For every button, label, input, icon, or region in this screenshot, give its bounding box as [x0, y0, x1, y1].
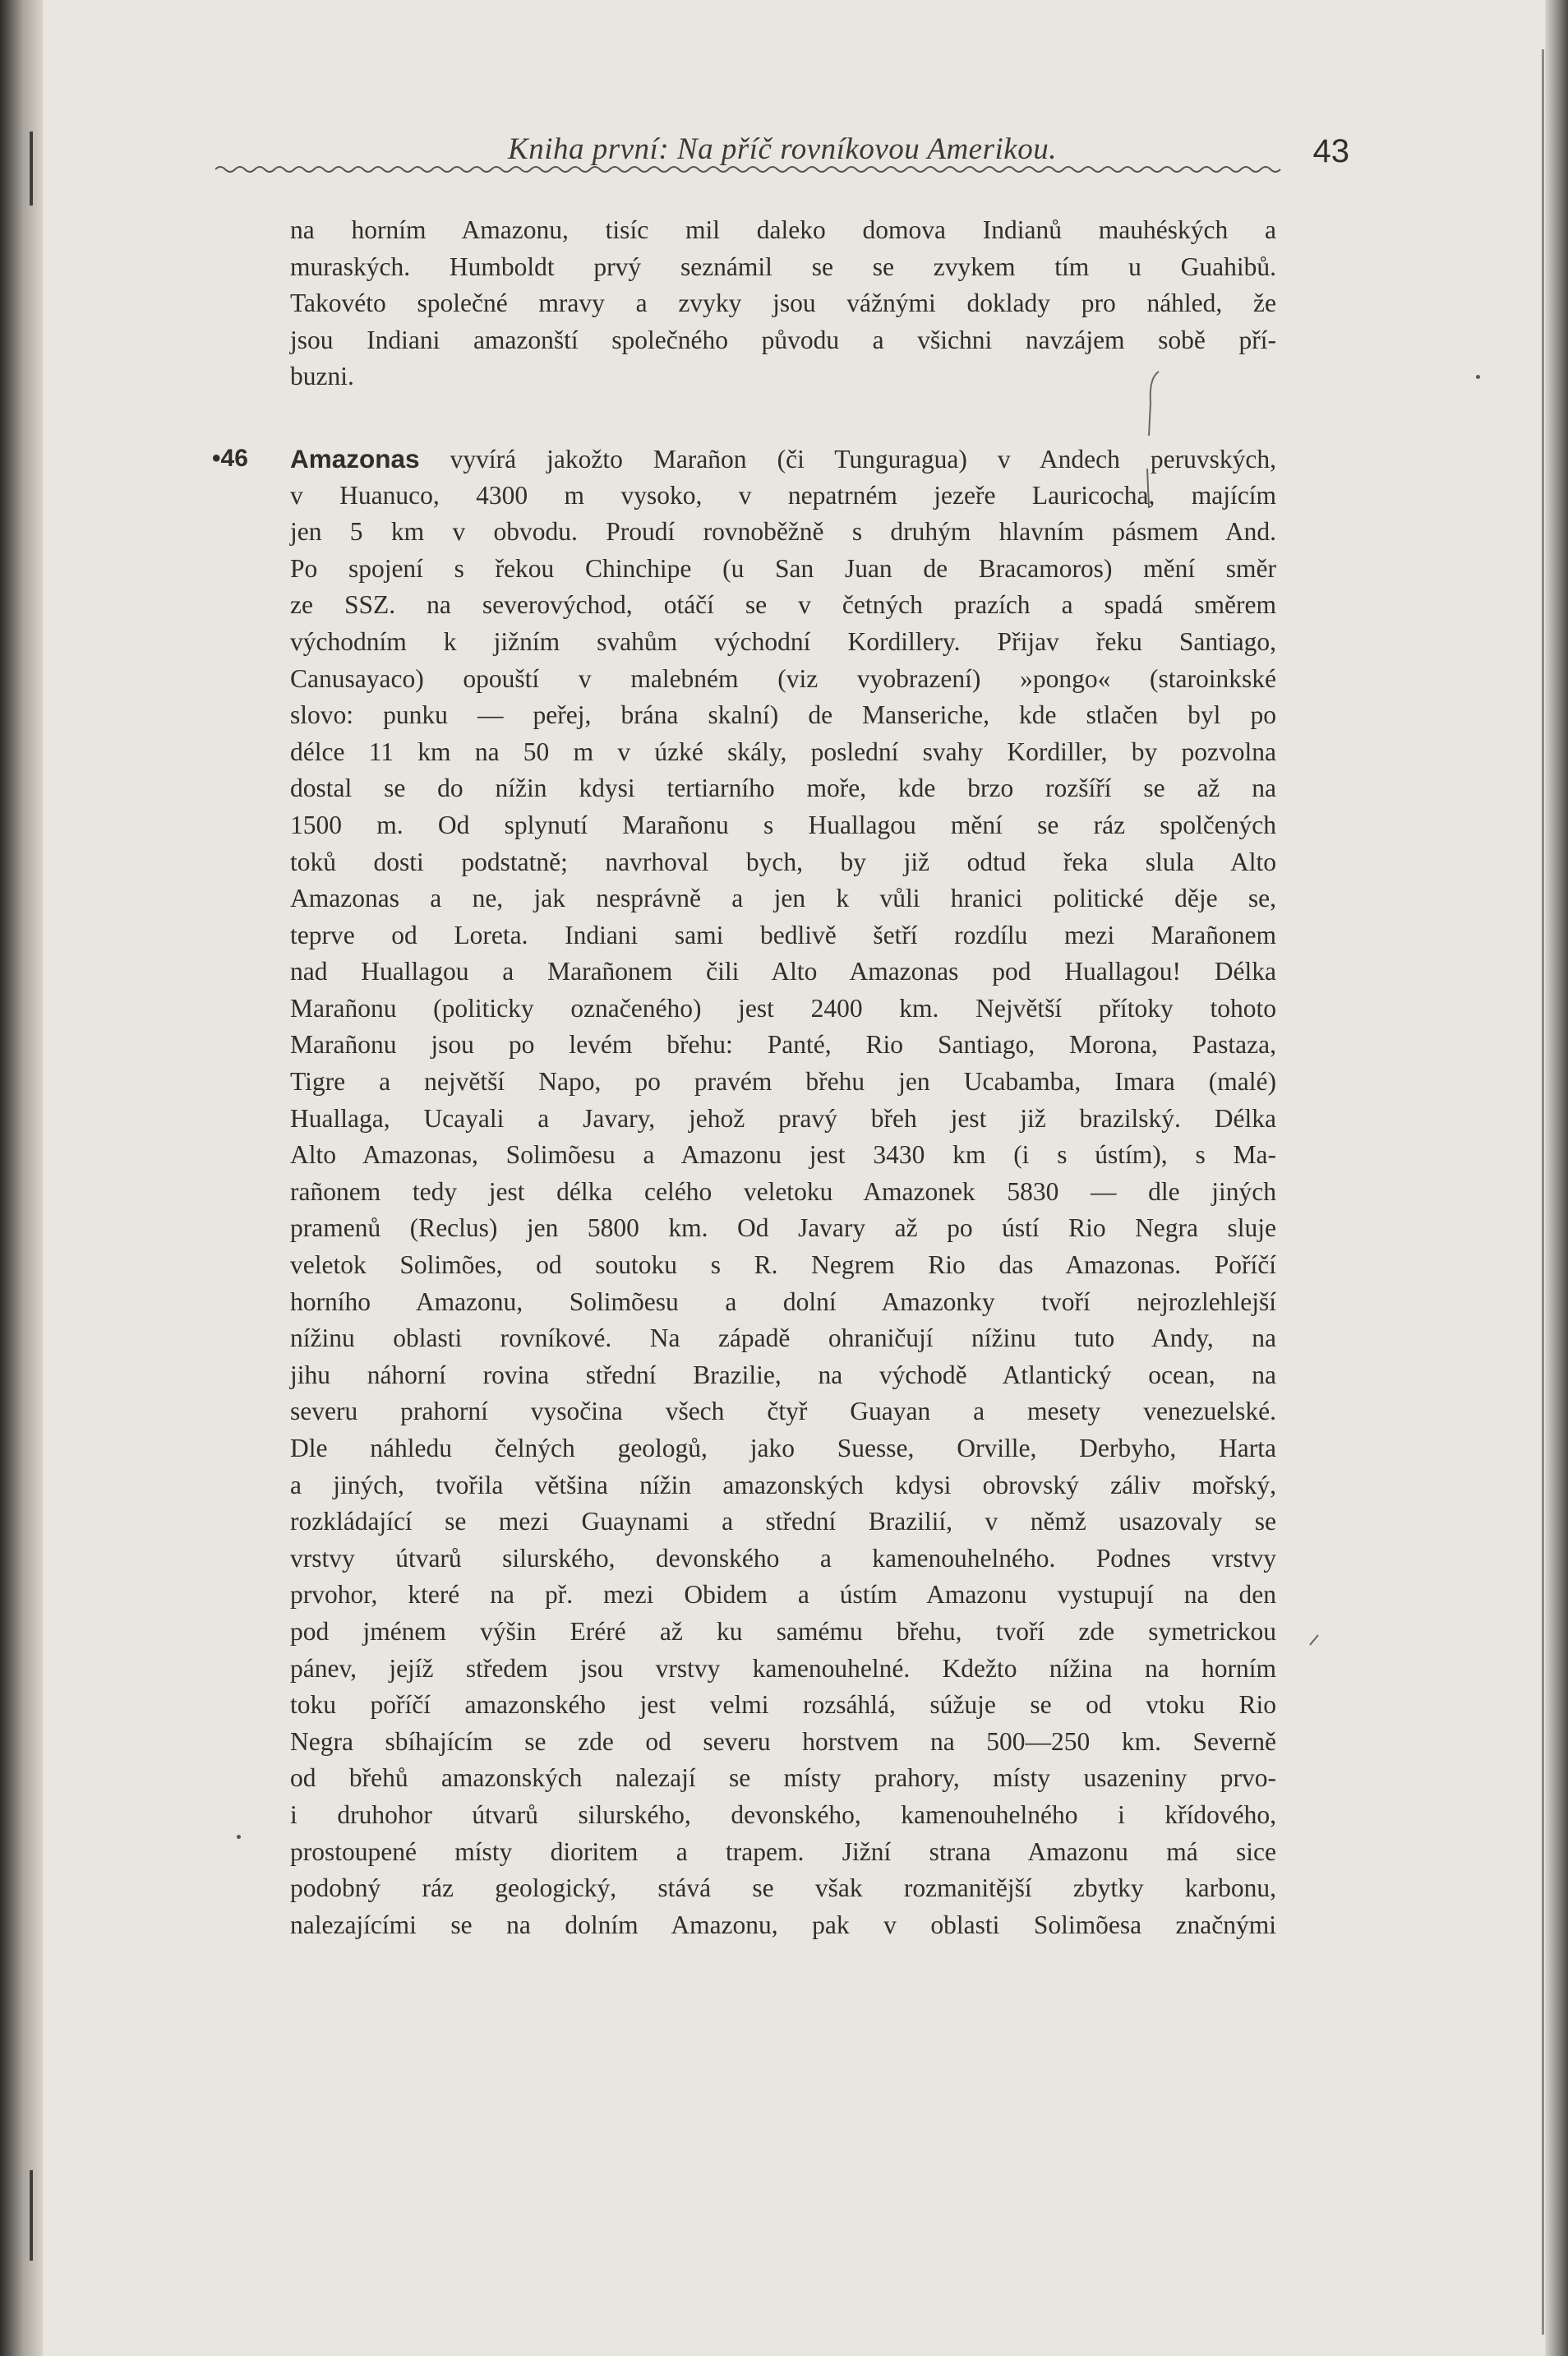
ink-speck: [237, 1835, 241, 1839]
text-line: 1500 m. Od splynutí Marañonu s Huallagou mění se ráz spolčených: [290, 810, 1276, 839]
paragraph-46: [212, 441, 1277, 1943]
text-line: Negra sbíhajícím se zde od severu horstvem na 500—250 km. Severně: [290, 1726, 1276, 1756]
text-line: podobný ráz geologický, stává se však rozmanitější zbytky karbonu,: [290, 1873, 1276, 1903]
text-line: Marañonu (politicky označeného) jest 2400 km. Největší přítoky tohoto: [290, 993, 1276, 1023]
binding-mark: [30, 2170, 33, 2261]
text-line: Marañonu jsou po levém břehu: Panté, Rio Santiago, Morona, Pastaza,: [290, 1030, 1276, 1060]
text-line: od břehů amazonských nalezají se místy prahory, místy usazeniny prvo-: [290, 1763, 1276, 1793]
text-line: prvohor, které na př. mezi Obidem a ústím Amazonu vystupují na den: [290, 1580, 1276, 1610]
text-line: v Huanuco, 4300 m vysoko, v nepatrném jezeře Lauricocha, majícím: [290, 480, 1276, 510]
text-line: vrstvy útvarů silurského, devonského a kamenouhelného. Podnes vrstvy: [290, 1543, 1276, 1573]
binding-mark: [30, 132, 33, 206]
paragraph-number: •46: [212, 444, 248, 472]
text-line: i druhohor útvarů silurského, devonského, kamenouhelného i křídového,: [290, 1799, 1276, 1829]
text-line: severu prahorní vysočina všech čtyř Guayan a mesety venezuelské.: [290, 1397, 1276, 1426]
text-line: toků dosti podstatně; navrhoval bych, by již odtud řeka slula Alto: [290, 847, 1276, 876]
first-line-text: vyvírá jakožto Marañon (či Tunguragua) v Andech peruvských,: [450, 444, 1277, 474]
text-line: délce 11 km na 50 m v úzké skály, poslední svahy Kordiller, by pozvolna: [290, 737, 1276, 766]
text-line: slovo: punku — peřej, brána skalní) de Manseriche, kde stlačen byl po: [290, 700, 1276, 730]
text-line: jihu náhorní rovina střední Brazilie, na východě Atlantický ocean, na: [290, 1360, 1276, 1389]
text-line: veletok Solimões, od soutoku s R. Negrem Rio das Amazonas. Poříčí: [290, 1250, 1276, 1280]
header-wavy-rule: [215, 161, 1284, 178]
page-right-edge: [1545, 0, 1568, 2356]
text-line: jen 5 km v obvodu. Proudí rovnoběžně s druhým hlavním pásmem And.: [290, 517, 1276, 547]
text-line: Alto Amazonas, Solimõesu a Amazonu jest 3430 km (i s ústím), s Ma-: [290, 1140, 1276, 1170]
text-line: Amazonas a ne, jak nesprávně a jen k vůli hranici politické děje se,: [290, 884, 1276, 913]
text-line: nalezajícími se na dolním Amazonu, pak v oblasti Solimõesa značnými: [290, 1910, 1276, 1939]
paragraph-1: [290, 212, 1276, 395]
text-line: pod jménem výšin Eréré až ku samému břehu, tvoří zde symetrickou: [290, 1616, 1276, 1646]
text-line: nad Huallagou a Marañonem čili Alto Amazonas pod Huallagou! Délka: [290, 957, 1276, 986]
text-line: Huallaga, Ucayali a Javary, jehož pravý břeh jest již brazilský. Délka: [290, 1103, 1276, 1133]
pencil-mark: [1134, 370, 1167, 510]
text-line: [290, 441, 1276, 478]
text-line: rañonem tedy jest délka celého veletoku Amazonek 5830 — dle jiných: [290, 1176, 1276, 1206]
body-text: [212, 212, 1277, 1943]
text-line: Takovéto společné mravy a zvyky jsou vážnými doklady pro náhled, že: [290, 289, 1276, 318]
text-line: prostoupené místy dioritem a trapem. Jižní strana Amazonu má sice: [290, 1836, 1276, 1866]
text-line: dostal se do nížin kdysi tertiarního moře, kde brzo rozšíří se až na: [290, 774, 1276, 803]
text-line: nížinu oblasti rovníkové. Na západě ohraničují nížinu tuto Andy, na: [290, 1324, 1276, 1353]
page-number: 43: [1312, 133, 1349, 169]
text-line: Dle náhledu čelných geologů, jako Suesse, Orville, Derbyho, Harta: [290, 1434, 1276, 1462]
text-line: Po spojení s řekou Chinchipe (u San Juan de Bracamoros) mění směr: [290, 553, 1276, 583]
text-line: jsou Indiani amazonští společného původu a všichni navzájem sobě pří-: [290, 325, 1276, 354]
text-line: Tigre a největší Napo, po pravém břehu jen Ucabamba, Imara (malé): [290, 1067, 1276, 1097]
text-line: teprve od Loreta. Indiani sami bedlivě šetří rozdílu mezi Marañonem: [290, 920, 1276, 949]
text-line: východním k jižním svahům východní Kordillery. Přijav řeku Santiago,: [290, 626, 1276, 656]
book-binding-edge: [0, 0, 43, 2356]
ink-speck: [1476, 375, 1480, 379]
text-line: pánev, jejíž středem jsou vrstvy kamenouhelné. Kdežto nížina na horním: [290, 1653, 1276, 1683]
text-line: Canusayaco) opouští v malebném (viz vyobrazení) »pongo« (staroinkské: [290, 663, 1276, 693]
text-line: a jiných, tvořila většina nížin amazonských kdysi obrovský záliv mořský,: [290, 1470, 1276, 1499]
running-title: Kniha první: Na příč rovníkovou Amerikou.: [508, 132, 1057, 166]
text-line: toku poříčí amazonského jest velmi rozsáhlá, súžuje se od vtoku Rio: [290, 1690, 1276, 1720]
text-line: pramenů (Reclus) jen 5800 km. Od Javary až po ústí Rio Negra sluje: [290, 1213, 1276, 1243]
text-line: ze SSZ. na severovýchod, otáčí se v četných prazích a spadá směrem: [290, 590, 1276, 620]
pencil-tick: [1307, 1632, 1323, 1648]
text-line: buzni.: [290, 362, 354, 391]
paragraph-keyword: Amazonas: [290, 443, 420, 474]
text-line: na horním Amazonu, tisíc mil daleko domova Indianů mauhéských a: [290, 215, 1276, 244]
page-edge-rule: [1542, 49, 1544, 2335]
text-line: rozkládající se mezi Guaynami a střední Brazilií, v němž usazovaly se: [290, 1507, 1276, 1536]
text-line: muraských. Humboldt prvý seznámil se se zvykem tím u Guahibů.: [290, 252, 1276, 281]
text-line: horního Amazonu, Solimõesu a dolní Amazonky tvoří nejrozlehlejší: [290, 1287, 1276, 1316]
